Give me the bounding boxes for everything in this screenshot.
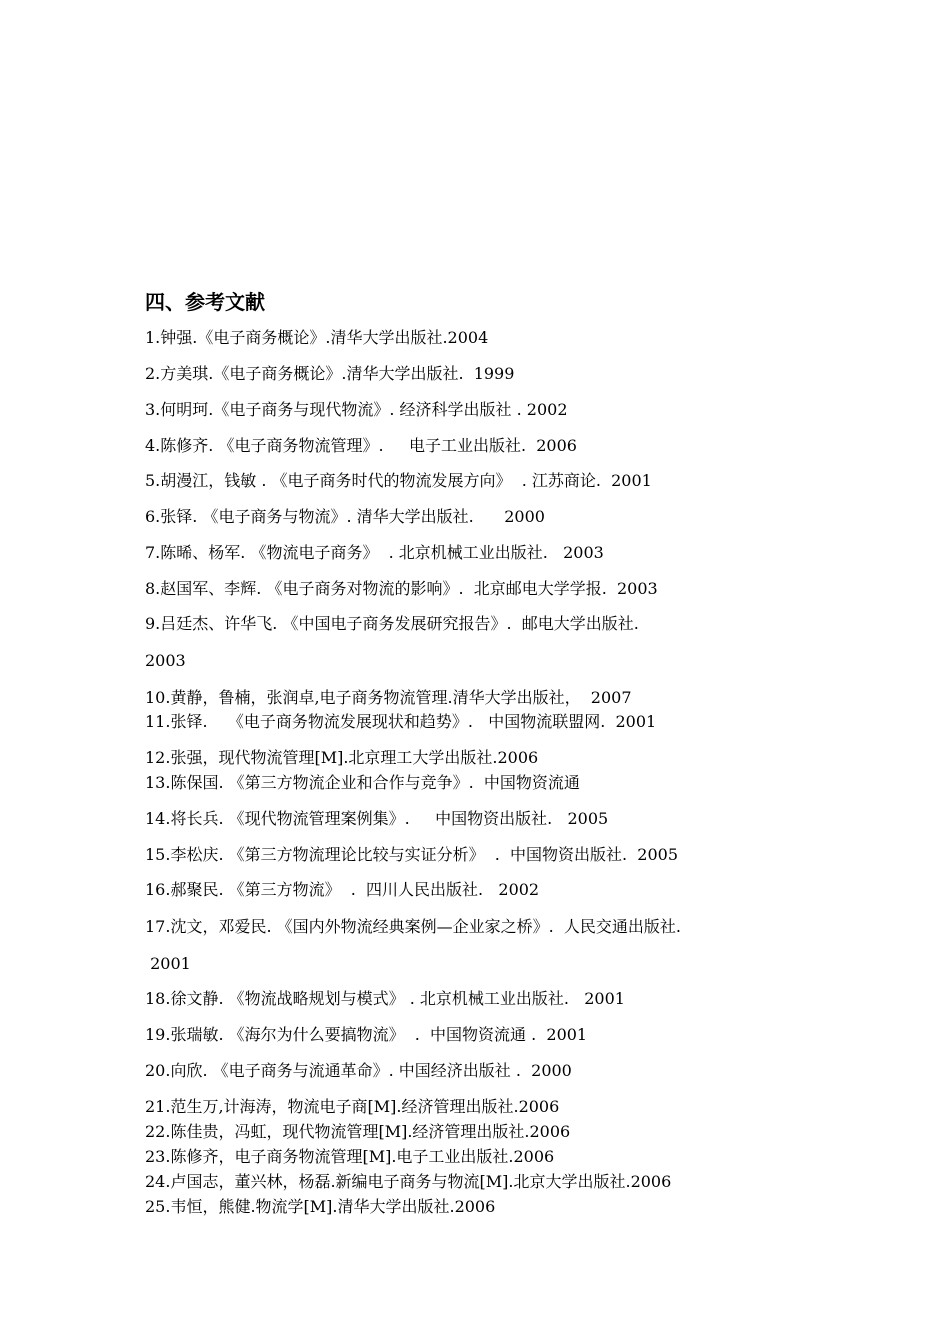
reference-item: 4.陈修齐. 《电子商务物流管理》. 电子工业出版社. 2006 — [145, 436, 577, 455]
reference-item: 10.黄静，鲁楠，张润卓,电子商务物流管理.清华大学出版社， 2007 — [145, 688, 632, 707]
reference-item: 11.张铎. 《电子商务物流发展现状和趋势》. 中国物流联盟网. 2001 — [145, 712, 657, 731]
reference-item: 15.李松庆. 《第三方物流理论比较与实证分析》 . 中国物资出版社. 2005 — [145, 845, 679, 864]
reference-item: 22.陈佳贵，冯虹，现代物流管理[M].经济管理出版社.2006 — [145, 1122, 571, 1141]
reference-item: 23.陈修齐，电子商务物流管理[M].电子工业出版社.2006 — [145, 1147, 555, 1166]
reference-item: 13.陈保国. 《第三方物流企业和合作与竞争》. 中国物资流通 — [145, 773, 580, 792]
reference-item: 24.卢国志，董兴林，杨磊.新编电子商务与物流[M].北京大学出版社.2006 — [145, 1172, 672, 1191]
reference-item: 2.方美琪.《电子商务概论》.清华大学出版社. 1999 — [145, 364, 515, 383]
reference-item: 9.吕廷杰、许华飞. 《中国电子商务发展研究报告》. 邮电大学出版社. — [145, 614, 639, 633]
reference-item: 14.将长兵. 《现代物流管理案例集》. 中国物资出版社. 2005 — [145, 809, 609, 828]
reference-item: 20.向欣. 《电子商务与流通革命》. 中国经济出版社 . 2000 — [145, 1061, 572, 1080]
reference-item: 8.赵国军、李辉. 《电子商务对物流的影响》. 北京邮电大学学报. 2003 — [145, 579, 658, 598]
reference-item: 16.郝聚民. 《第三方物流》 . 四川人民出版社. 2002 — [145, 880, 540, 899]
reference-item: 1.钟强.《电子商务概论》.清华大学出版社.2004 — [145, 328, 489, 347]
reference-continuation: 2001 — [145, 954, 191, 973]
reference-item: 17.沈文，邓爱民. 《国内外物流经典案例—企业家之桥》. 人民交通出版社. — [145, 917, 681, 936]
section-heading: 四、参考文献 — [145, 290, 265, 314]
reference-item: 25.韦恒，熊健.物流学[M].清华大学出版社.2006 — [145, 1197, 496, 1216]
reference-item: 7.陈晞、杨军. 《物流电子商务》 . 北京机械工业出版社. 2003 — [145, 543, 604, 562]
reference-item: 21.范生万,计海涛，物流电子商[M].经济管理出版社.2006 — [145, 1097, 560, 1116]
reference-item: 3.何明珂.《电子商务与现代物流》. 经济科学出版社 . 2002 — [145, 400, 568, 419]
reference-item: 18.徐文静. 《物流战略规划与模式》 . 北京机械工业出版社. 2001 — [145, 989, 625, 1008]
reference-continuation: 2003 — [145, 651, 186, 670]
reference-item: 6.张铎. 《电子商务与物流》. 清华大学出版社. 2000 — [145, 507, 545, 526]
reference-item: 12.张强，现代物流管理[M].北京理工大学出版社.2006 — [145, 748, 539, 767]
reference-item: 5.胡漫江，钱敏 . 《电子商务时代的物流发展方向》 . 江苏商论. 2001 — [145, 471, 652, 490]
reference-item: 19.张瑞敏. 《海尔为什么要搞物流》 . 中国物资流通 . 2001 — [145, 1025, 588, 1044]
